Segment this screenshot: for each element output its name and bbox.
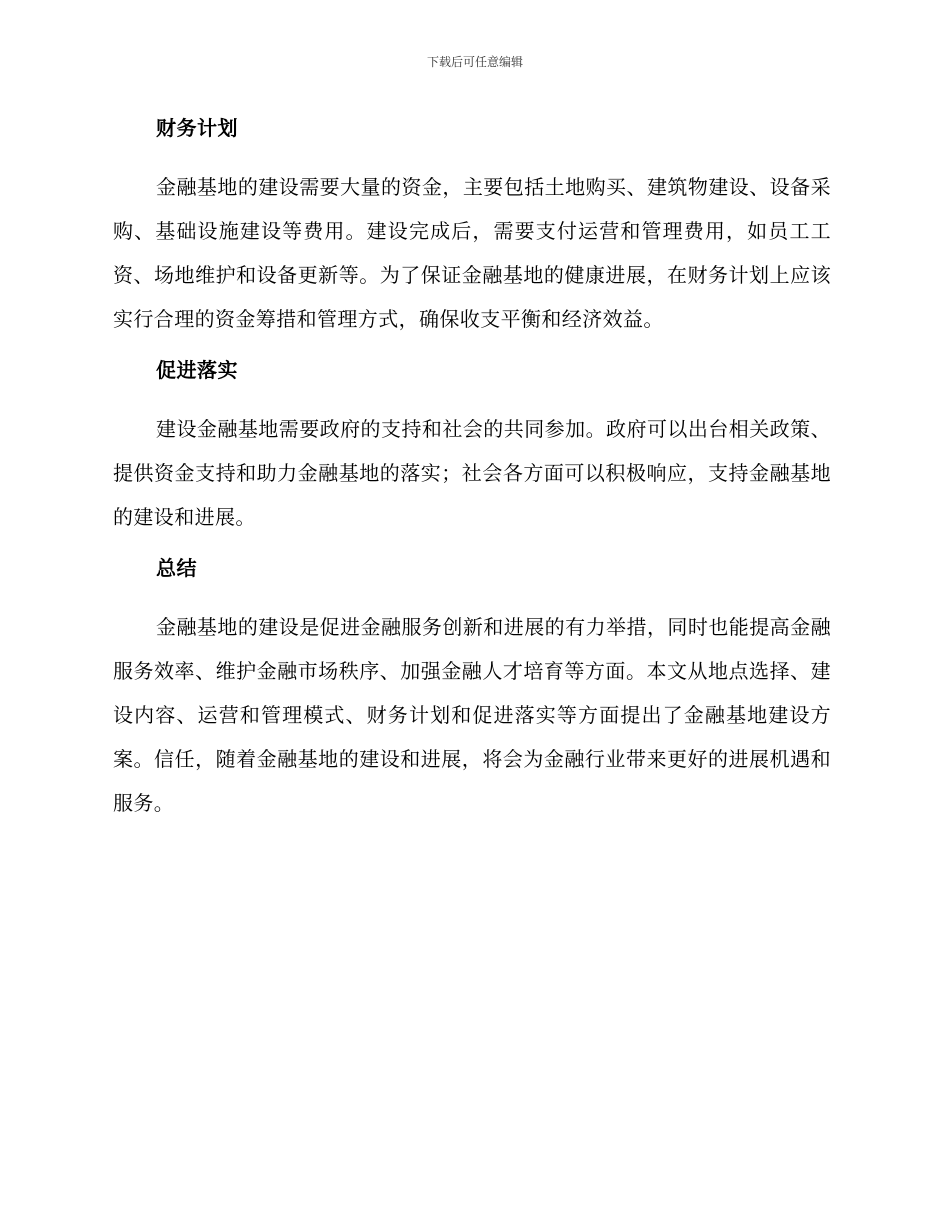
document-body	[113, 112, 831, 838]
page-header: 下载后可任意编辑	[426, 55, 523, 69]
section-paragraph: 金融基地的建设需要大量的资金，主要包括土地购买、建筑物建设、设备采购、基础设施建设等费用。建设完成后，需要支付运营和管理费用，如员工工资、场地维护和设备更新等。为了保证金融基地的健康进展，在财务计划上应该实行合理的资金筹措和管理方式，确保收支平衡和经济效益。	[113, 175, 831, 331]
section-heading: 总结	[156, 556, 197, 580]
section-summary	[113, 552, 831, 825]
section-financial-plan	[113, 112, 831, 341]
section-heading: 促进落实	[156, 358, 238, 382]
section-paragraph: 金融基地的建设是促进金融服务创新和进展的有力举措，同时也能提高金融服务效率、维护金融市场秩序、加强金融人才培育等方面。本文从地点选择、建设内容、运营和管理模式、财务计划和促进落实等方面提出了金融基地建设方案。信任，随着金融基地的建设和进展，将会为金融行业带来更好的进展机遇和服务。	[113, 615, 831, 815]
section-implementation	[113, 354, 831, 539]
section-heading: 财务计划	[156, 116, 238, 140]
section-paragraph: 建设金融基地需要政府的支持和社会的共同参加。政府可以出台相关政策、提供资金支持和助力金融基地的落实；社会各方面可以积极响应，支持金融基地的建设和进展。	[113, 417, 831, 529]
